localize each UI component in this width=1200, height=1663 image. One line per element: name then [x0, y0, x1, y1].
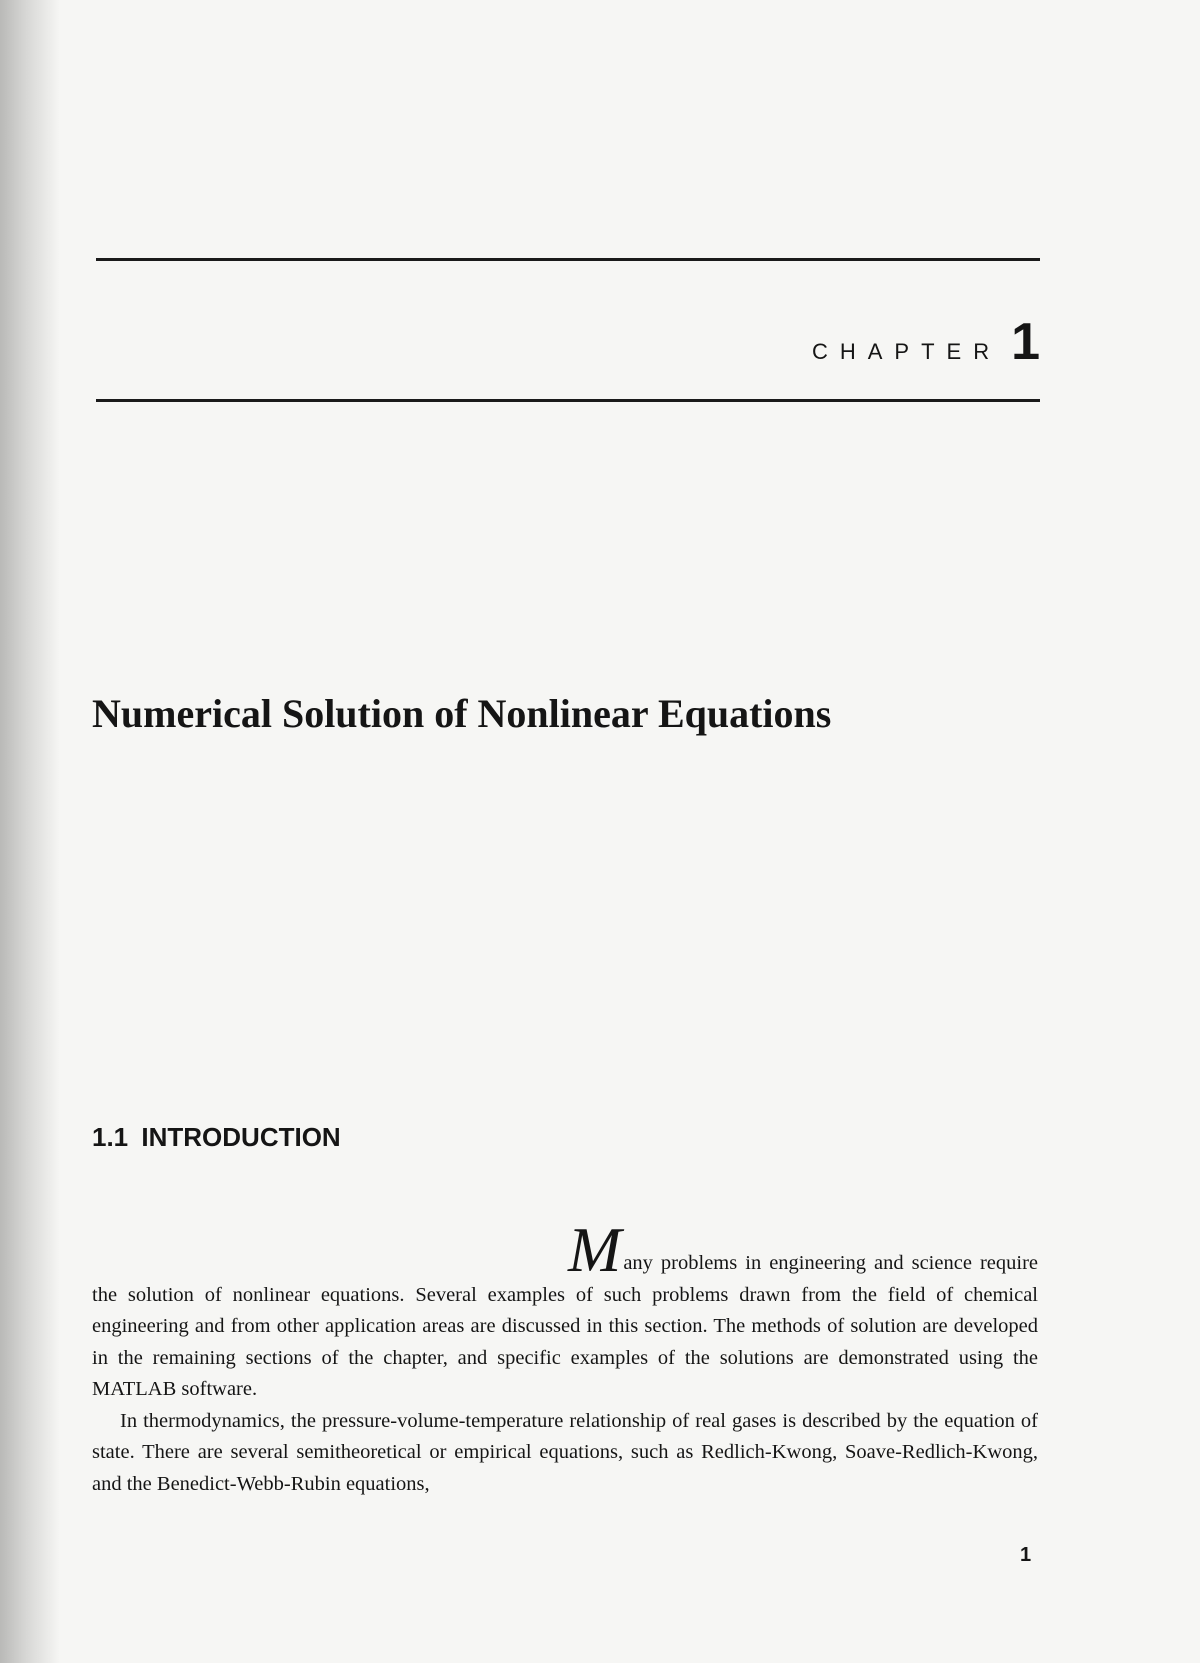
paragraph-2: In thermodynamics, the pressure-volume-temperature relationship of real gases is described by the equation of state. There are several semitheoretical or empirical equations, such as Redlich-Kwong, Soave-Redlich-Kwong, and the Benedict-Webb-Rubin equations, — [92, 1409, 1038, 1495]
section-heading — [92, 1122, 341, 1153]
chapter-top-rule — [96, 258, 1040, 261]
body-text — [92, 1214, 1038, 1500]
section-number: 1.1 — [92, 1122, 129, 1152]
chapter-title: Numerical Solution of Nonlinear Equations — [92, 691, 832, 736]
chapter-word: CHAPTER — [811, 339, 1002, 364]
chapter-label — [700, 312, 1040, 372]
drop-cap: M — [568, 1214, 622, 1285]
chapter-bottom-rule — [96, 399, 1040, 402]
page-number: 1 — [1020, 1544, 1032, 1566]
scan-gutter-shadow — [0, 0, 60, 1663]
paragraph-1-text: any problems in engineering and science require the solution of nonlinear equations. Several examples of such problems drawn from the field of chemical engineering and from other application areas are discussed in this section. The methods of solution are developed in the remaining sections of the chapter, and specific examples of the solutions are demonstrated using the MATLAB software. — [92, 1252, 1038, 1400]
section-title: INTRODUCTION — [141, 1122, 341, 1152]
chapter-number: 1 — [1011, 313, 1040, 371]
paragraph-1 — [92, 1214, 1038, 1406]
